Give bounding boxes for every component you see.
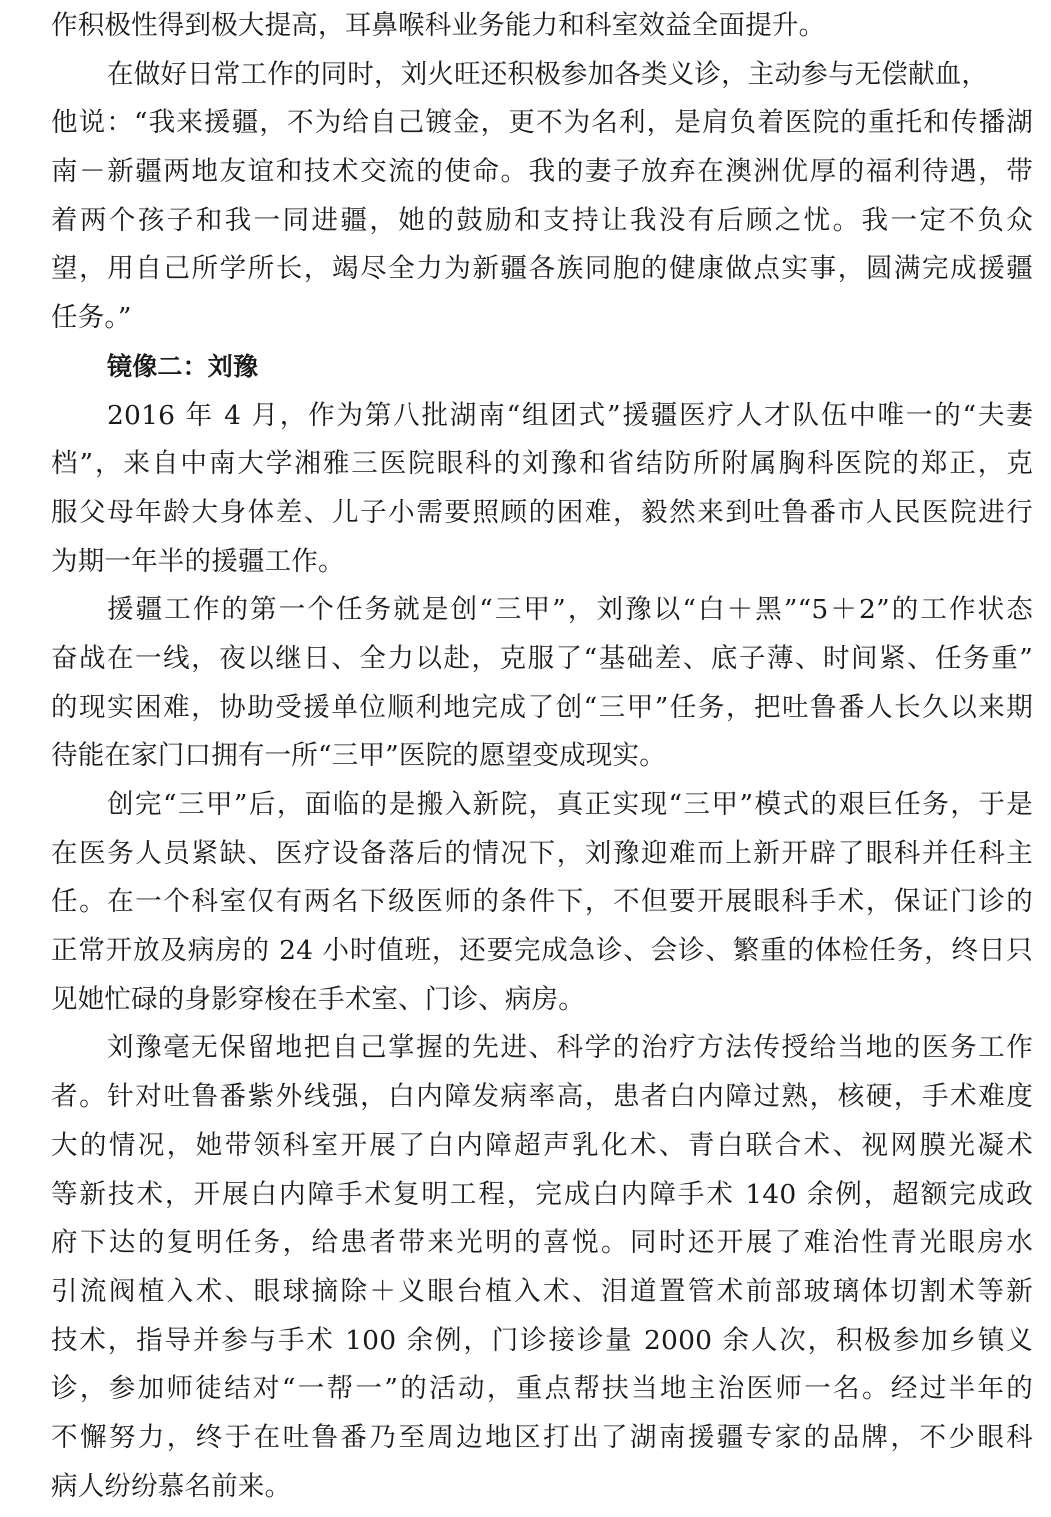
text-line: 引流阀植入术、眼球摘除＋义眼台植入术、泪道置管术前部玻璃体切割术等新 xyxy=(51,1275,1033,1307)
text-line: 技术，指导并参与手术 100 余例，门诊接诊量 2000 余人次，积极参加乡镇义 xyxy=(51,1324,1033,1356)
paragraph xyxy=(51,586,1033,781)
text-line: 正常开放及病房的 24 小时值班，还要完成急诊、会诊、繁重的体检任务，终日只 xyxy=(51,935,1033,967)
text-line: 创完“三甲”后，面临的是搬入新院，真正实现“三甲”模式的艰巨任务，于是 xyxy=(107,789,1033,820)
text-line: 服父母年龄大身体差、儿子小需要照顾的困难，毅然来到吐鲁番市人民医院进行 xyxy=(51,496,1033,528)
text-line: 等新技术，开展白内障手术复明工程，完成白内障手术 140 余例，超额完成政 xyxy=(51,1178,1033,1210)
text-line: 他说：“我来援疆，不为给自己镀金，更不为名利，是肩负着医院的重托和传播湖 xyxy=(51,107,1033,139)
text-line: 着两个孩子和我一同进疆，她的鼓励和支持让我没有后顾之忧。我一定不负众 xyxy=(51,204,1033,236)
text-line: 诊，参加师徒结对“一帮一”的活动，重点帮扶当地主治医师一名。经过半年的 xyxy=(51,1373,1033,1405)
paragraph xyxy=(51,51,1033,343)
text-line: 为期一年半的援疆工作。 xyxy=(51,545,345,577)
section-heading xyxy=(51,343,1033,392)
paragraph xyxy=(51,392,1033,587)
text-line: 南－新疆两地友谊和技术交流的使命。我的妻子放弃在澳洲优厚的福利待遇，带 xyxy=(51,156,1033,188)
text-line: 不懈努力，终于在吐鲁番乃至周边地区打出了湖南援疆专家的品牌，不少眼科 xyxy=(51,1421,1033,1453)
text-line: 大的情况，她带领科室开展了白内障超声乳化术、青白联合术、视网膜光凝术 xyxy=(51,1129,1033,1161)
text-line: 任务。” xyxy=(51,302,132,334)
paragraph xyxy=(51,2,1033,51)
text-line: 档”，来自中南大学湘雅三医院眼科的刘豫和省结防所附属胸科医院的郑正，克 xyxy=(51,448,1033,480)
text-line: 望，用自己所学所长，竭尽全力为新疆各族同胞的健康做点实事，圆满完成援疆 xyxy=(51,253,1033,285)
text-line: 作积极性得到极大提高，耳鼻喉科业务能力和科室效益全面提升。 xyxy=(51,10,826,41)
text-line: 病人纷纷慕名前来。 xyxy=(51,1470,292,1502)
heading-text: 镜像二：刘豫 xyxy=(107,351,259,381)
text-line: 奋战在一线，夜以继日、全力以赴，克服了“基础差、底子薄、时间紧、任务重” xyxy=(51,642,1033,674)
text-line: 的现实困难，协助受援单位顺利地完成了创“三甲”任务，把吐鲁番人长久以来期 xyxy=(51,691,1033,723)
text-line: 府下达的复明任务，给患者带来光明的喜悦。同时还开展了难治性青光眼房水 xyxy=(51,1227,1033,1259)
text-line: 刘豫毫无保留地把自己掌握的先进、科学的治疗方法传授给当地的医务工作 xyxy=(107,1032,1033,1064)
document-page xyxy=(51,2,1033,1511)
text-line: 者。针对吐鲁番紫外线强，白内障发病率高，患者白内障过熟，核硬，手术难度 xyxy=(51,1081,1033,1113)
text-line: 任。在一个科室仅有两名下级医师的条件下，不但要开展眼科手术，保证门诊的 xyxy=(51,886,1033,918)
paragraph xyxy=(51,1024,1033,1511)
text-line: 见她忙碌的身影穿梭在手术室、门诊、病房。 xyxy=(51,983,585,1015)
text-line: 在医务人员紧缺、医疗设备落后的情况下，刘豫迎难而上新开辟了眼科并任科主 xyxy=(51,837,1033,869)
text-line: 2016 年 4 月，作为第八批湖南“组团式”援疆医疗人才队伍中唯一的“夫妻 xyxy=(107,399,1033,431)
text-line: 在做好日常工作的同时，刘火旺还积极参加各类义诊，主动参与无偿献血， xyxy=(107,58,989,90)
paragraph xyxy=(51,781,1033,1024)
text-line: 待能在家门口拥有一所“三甲”医院的愿望变成现实。 xyxy=(51,740,666,772)
text-line: 援疆工作的第一个任务就是创“三甲”，刘豫以“白＋黑”“5＋2”的工作状态 xyxy=(107,594,1033,626)
